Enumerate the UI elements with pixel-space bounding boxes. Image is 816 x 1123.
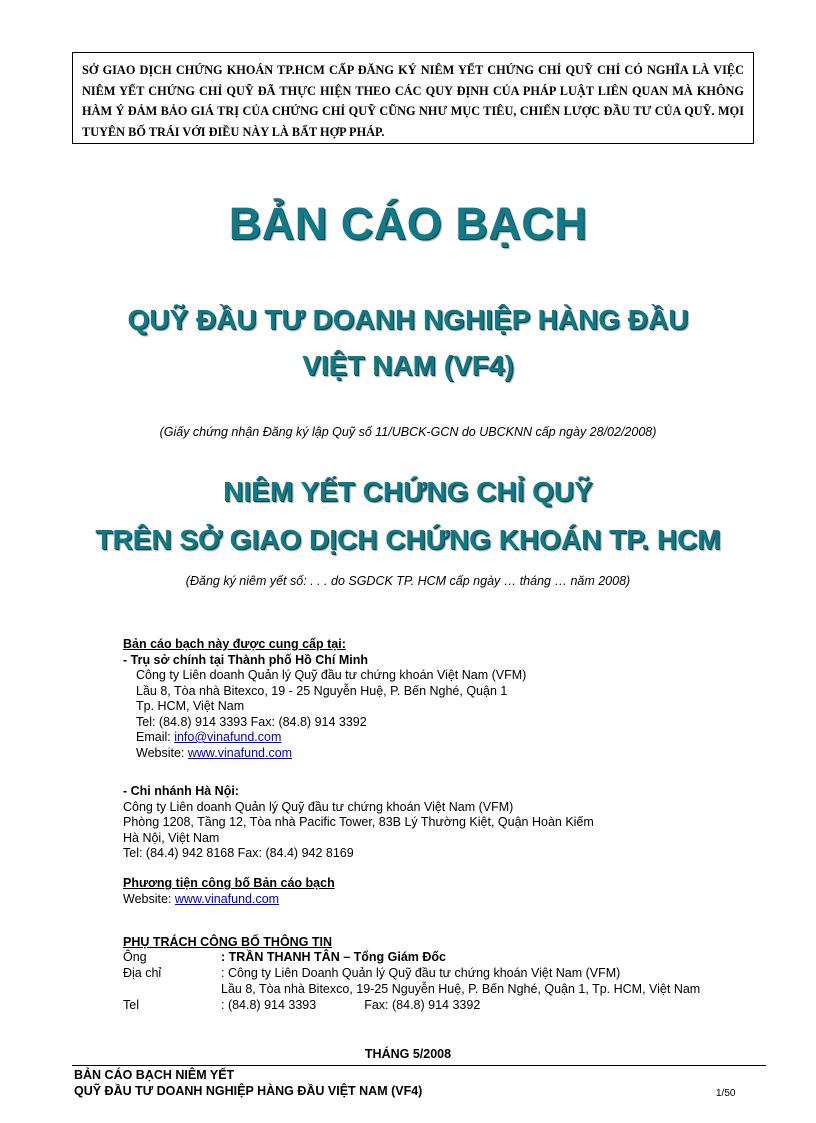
hcm-company: Công ty Liên doanh Quản lý Quỹ đầu tư chứng khoán Việt Nam (VFM) (136, 668, 527, 682)
listing-title-line1: NIÊM YẾT CHỨNG CHỈ QUỸ (223, 476, 593, 507)
footer-divider (72, 1065, 766, 1066)
provided-at-heading: Bản cáo bạch này được cung cấp tại: (123, 637, 346, 651)
info-officer-heading: PHỤ TRÁCH CÔNG BỐ THÔNG TIN (123, 935, 333, 949)
website-label: Website: (123, 891, 175, 906)
provided-at-section (123, 637, 526, 761)
document-title: BẢN CÁO BẠCH (228, 198, 588, 249)
hcm-office-heading: - Trụ sở chính tại Thành phố Hồ Chí Minh (123, 652, 368, 667)
hanoi-branch-section (123, 784, 594, 862)
website-label: Website: (136, 745, 188, 760)
hcm-phone: Tel: (84.8) 914 3393 Fax: (84.8) 914 3392 (136, 714, 367, 729)
hcm-website-row (123, 746, 526, 762)
officer-address-label: Địa chỉ (123, 966, 162, 980)
disclosure-means-section (123, 876, 335, 907)
hn-phone: Tel: (84.4) 942 8168 Fax: (84.4) 942 8169 (123, 846, 354, 860)
listing-title-line2: TRÊN SỞ GIAO DỊCH CHỨNG KHOÁN TP. HCM (95, 524, 721, 555)
disclosure-website-row (123, 892, 335, 908)
officer-address-value2: Lầu 8, Tòa nhà Bitexco, 19-25 Nguyễn Huệ, P. Bến Nghé, Quận 1, Tp. HCM, Việt Nam (221, 982, 701, 996)
officer-address-value1: : Công ty Liên Doanh Quản lý Quỹ đầu tư chứng khoán Việt Nam (VFM) (221, 966, 621, 980)
officer-fax-value: Fax: (84.8) 914 3392 (364, 998, 481, 1012)
disclosure-means-heading: Phương tiện công bố Bản cáo bạch (123, 876, 335, 890)
officer-tel-label: Tel (123, 998, 139, 1012)
footer (74, 1068, 422, 1099)
officer-tel-value: : (84.8) 914 3393 (221, 998, 317, 1012)
footer-line1: BẢN CÁO BẠCH NIÊM YẾT (74, 1068, 235, 1082)
hcm-email-row (123, 730, 526, 746)
fund-name-line2: VIỆT NAM (VF4) (302, 350, 514, 381)
disclosure-website-link[interactable]: www.vinafund.com (174, 891, 280, 906)
hcm-address-line2: Tp. HCM, Việt Nam (136, 699, 245, 713)
page-number: 1/50 (716, 1088, 736, 1099)
officer-name-label: Ông (123, 950, 147, 964)
hn-address-line2: Hà Nội, Việt Nam (123, 830, 220, 845)
license-note: (Giấy chứng nhận Đăng ký lập Quỹ số 11/UBCK-GCN do UBCKNN cấp ngày 28/02/2008) (159, 425, 657, 439)
hn-branch-heading: - Chi nhánh Hà Nội: (123, 784, 239, 798)
hn-company: Công ty Liên doanh Quản lý Quỹ đầu tư chứng khoán Việt Nam (VFM) (123, 799, 514, 814)
email-label: Email: (136, 730, 175, 744)
listing-note: (Đăng ký niêm yết số: . . . do SGDCK TP. HCM cấp ngày … tháng … năm 2008) (185, 574, 631, 588)
disclaimer-box (72, 52, 754, 144)
officer-tel-fax (221, 998, 480, 1014)
email-link[interactable]: info@vinafund.com (174, 730, 282, 744)
footer-line2: QUỸ ĐẦU TƯ DOANH NGHIỆP HÀNG ĐẦU VIỆT NAM (VF4) (74, 1083, 423, 1098)
officer-name-value: : TRẦN THANH TÂN – Tổng Giám Đốc (221, 950, 446, 964)
hn-address-line1: Phòng 1208, Tầng 12, Tòa nhà Pacific Tower, 83B Lý Thường Kiệt, Quận Hoàn Kiếm (123, 815, 594, 829)
fund-name-line1: QUỸ ĐẦU TƯ DOANH NGHIỆP HÀNG ĐẦU (127, 304, 689, 335)
hcm-address-line1: Lầu 8, Tòa nhà Bitexco, 19 - 25 Nguyễn Huệ, P. Bến Nghé, Quận 1 (136, 683, 508, 698)
website-link[interactable]: www.vinafund.com (187, 745, 293, 760)
issue-date: THÁNG 5/2008 (364, 1047, 452, 1061)
disclaimer-text: SỞ GIAO DỊCH CHỨNG KHOÁN TP.HCM CẤP ĐĂNG KÝ NIÊM YẾT CHỨNG CHỈ QUỸ CHỈ CÓ NGHĨA LÀ VIỆC NIÊM YẾT CHỨNG CHỈ QUỸ ĐÃ THỰC HIỆN THEO CÁC QUY ĐỊNH CỦA PHÁP LUẬT LIÊN QUAN MÀ KHÔNG HÀM Ý ĐẢM BẢO GIÁ TRỊ CỦA CHỨNG CHỈ QUỸ CŨNG NHƯ MỤC TIÊU, CHIẾN LƯỢC ĐẦU TƯ CỦA QUỸ. MỌI TUYÊN BỐ TRÁI VỚI ĐIỀU NÀY LÀ BẤT HỢP PHÁP. (82, 63, 744, 139)
